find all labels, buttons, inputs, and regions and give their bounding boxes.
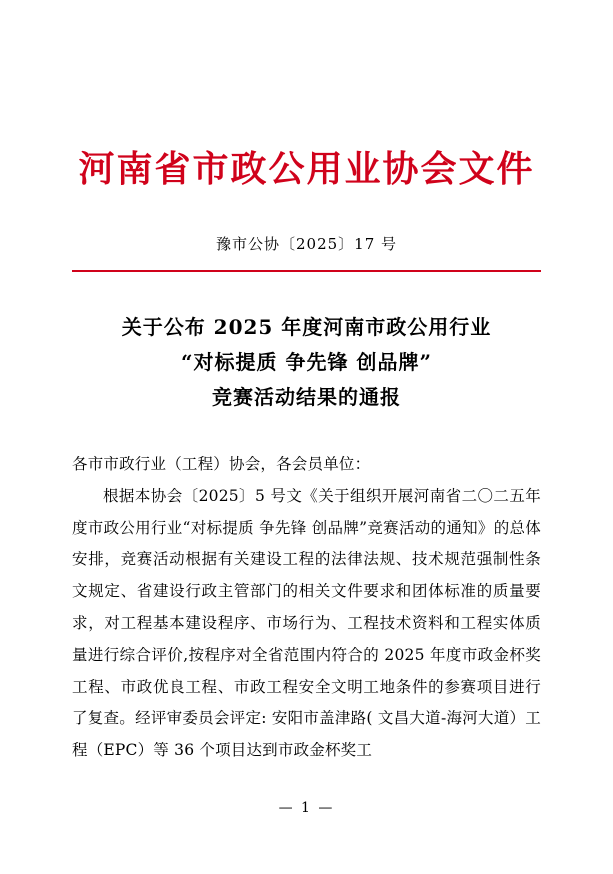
body-paragraph-1: 根据本协会〔2025〕5 号文《关于组织开展河南省二〇二五年度市政公用行业“对标提质 争先锋 创品牌”竞赛活动的通知》的总体安排，竞赛活动根据有关建设工程的法律法规、技术规范强制性条文规定、省建设行政主管部门的相关文件要求和团体标准的质量要求，对工程基本建设程序、市场行为、工程技术资料和工程实体质量进行综合评价,按程序对全省范围内符合的 2025 年度市政金杯奖工程、市政优良工程、市政工程安全文明工地条件的参赛项目进行了复查。经评审委员会评定: 安阳市盖津路( 文昌大道-海河大道）工程（EPC）等 36 个项目达到市政金杯奖工 xyxy=(72,486,541,760)
title-line-3: 竞赛活动结果的通报 xyxy=(212,385,401,410)
masthead-title: 河南省市政公用业协会文件 xyxy=(78,148,535,190)
salutation: 各市市政行业（工程）协会，各会员单位： xyxy=(72,455,371,474)
document-number: 豫市公协〔2025〕17 号 xyxy=(215,235,398,254)
title-line-1: 关于公布 2025 年度河南市政公用行业 xyxy=(121,315,492,340)
document-body xyxy=(72,449,541,767)
document-title xyxy=(72,310,541,415)
page-number: — 1 — xyxy=(278,800,335,816)
title-line-2: “对标提质 争先锋 创品牌” xyxy=(181,350,432,375)
masthead xyxy=(72,0,541,191)
red-divider-rule xyxy=(72,270,541,272)
